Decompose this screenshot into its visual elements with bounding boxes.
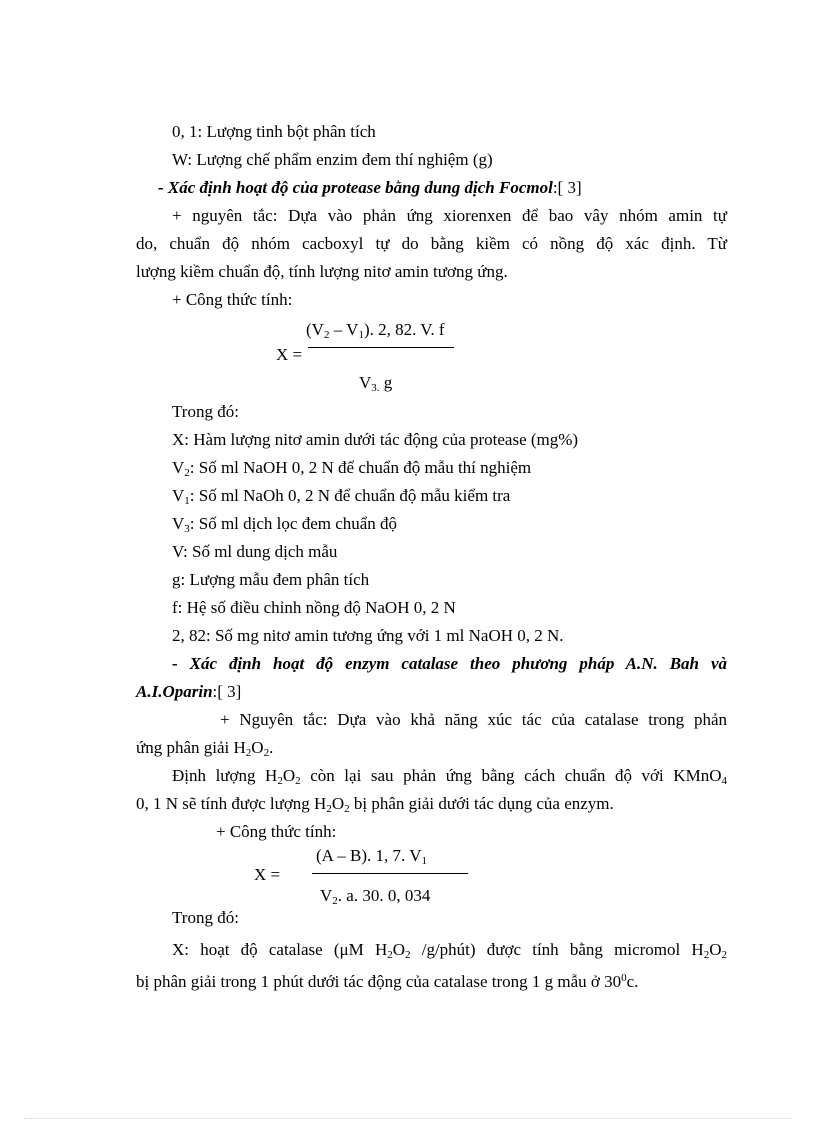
paragraph-line: bị phân giải trong 1 phút dưới tác động của catalase trong 1 g mẫu ở $30^0c$. [136, 972, 639, 991]
paragraph-line: + Nguyên tắc: Dựa vào khả năng xúc tác của catalase trong phản [220, 710, 727, 729]
formula-denominator: $V_2$. a. 30. 0, 034 [320, 886, 431, 907]
section-heading-protease: - Xác định hoạt độ của protease bằng dung dịch Focmol:[ 3] [158, 178, 582, 197]
definition-line: 2, 82: Số mg nitơ amin tương ứng với 1 ml NaOH 0, 2 N. [172, 626, 564, 645]
definition-line: $V_1$: Số ml NaOh 0, 2 N để chuẩn độ mẫu kiểm tra [172, 486, 511, 507]
text-line: 0, 1: Lượng tinh bột phân tích [172, 122, 376, 141]
definition-line: V: Số ml dung dịch mẫu [172, 542, 338, 561]
definition-line: X: Hàm lượng nitơ amin dưới tác động của protease (mg%) [172, 430, 579, 449]
paragraph-line: do, chuẩn độ nhóm cacboxyl tự do bằng kiềm có nồng độ xác định. Từ [136, 234, 727, 253]
formula-numerator: $(V_2 - V_1)$. 2, 82. V. f [306, 320, 445, 341]
page-bottom-border [24, 1118, 792, 1119]
definition-line: $V_2$: Số ml NaOH 0, 2 N để chuẩn độ mẫu thí nghiệm [172, 458, 532, 479]
paragraph-line: Định lượng $H_2O_2$ còn lại sau phản ứng bằng cách chuẩn độ với KMnO$_4$ [172, 766, 727, 787]
text-line: Trong đó: [172, 402, 239, 421]
text-line: Trong đó: [172, 908, 239, 927]
fraction-bar [308, 347, 454, 348]
definition-line: g: Lượng mẫu đem phân tích [172, 570, 370, 589]
definition-line: $V_3$: Số ml dịch lọc đem chuẩn độ [172, 514, 398, 535]
paragraph-line: lượng kiềm chuẩn độ, tính lượng nitơ amin tương ứng. [136, 262, 508, 281]
paragraph-line: X: hoạt độ catalase (μM $H_2O_2$ /g/phút) được tính bằng micromol $H_2O_2$ [172, 940, 727, 961]
section-heading-catalase-cont: A.I.Oparin:[ 3] [136, 682, 242, 701]
paragraph-line: 0, 1 N sẽ tính được lượng $H_2O_2$ bị phân giải dưới tác dụng của enzym. [136, 794, 614, 815]
paragraph-line: + nguyên tắc: Dựa vào phản ứng xiorenxen để bao vây nhóm amin tự [172, 206, 727, 225]
fraction-bar [312, 873, 468, 874]
text-line: W: Lượng chế phẩm enzim đem thí nghiệm (g) [172, 150, 493, 169]
formula-lhs: X = [276, 345, 303, 364]
formula-numerator: (A – B). 1, 7. $V_1$ [316, 846, 427, 867]
definition-line: f: Hệ số điều chỉnh nồng độ NaOH 0, 2 N [172, 598, 456, 617]
formula-label: + Công thức tính: [172, 290, 293, 309]
section-heading-catalase: - Xác định hoạt độ enzym catalase theo phương pháp A.N. Bah và [172, 654, 727, 673]
paragraph-line: ứng phân giải $H_2O_2$. [136, 738, 274, 759]
formula-denominator: $V_{3.}$ g [359, 373, 393, 394]
formula-lhs: X = [254, 865, 281, 884]
formula-label: + Công thức tính: [216, 822, 337, 841]
